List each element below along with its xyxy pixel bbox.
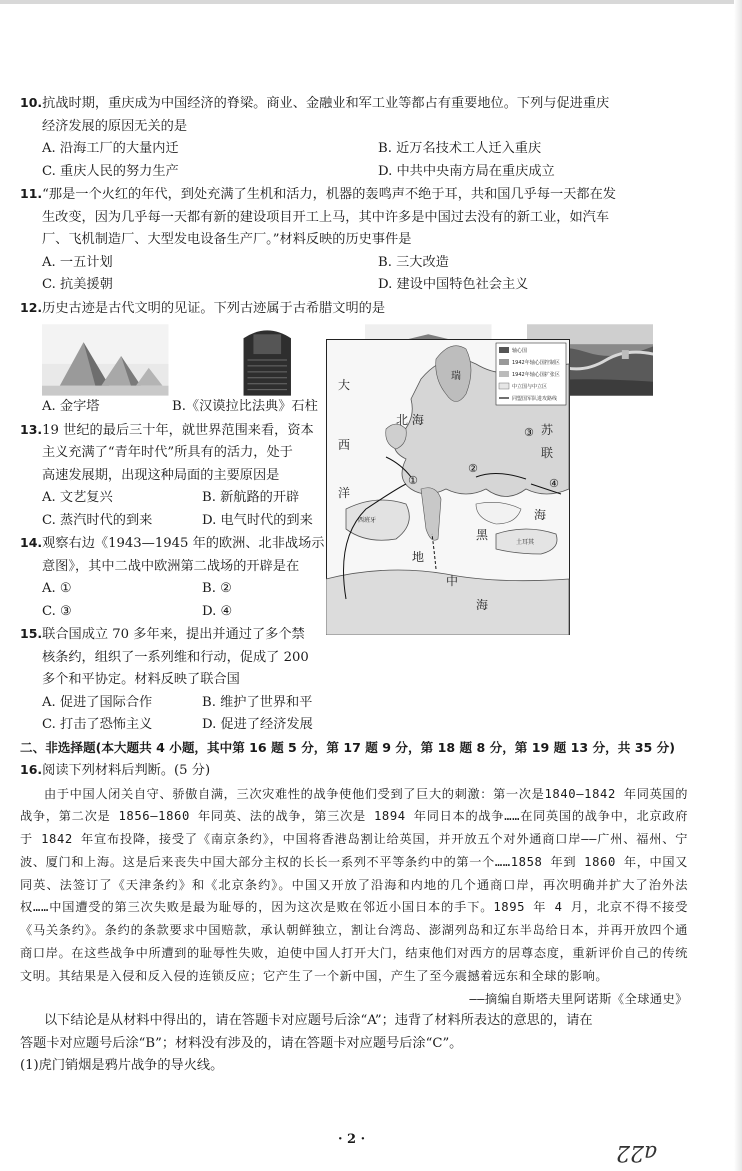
- left-column: [20, 419, 336, 737]
- marker-3: ③: [524, 426, 534, 439]
- marker-2: ②: [468, 462, 478, 475]
- option-b: B. ②: [202, 581, 232, 596]
- label-black-sea-2: 海: [534, 508, 547, 522]
- legend-axis-expansion: 1942年轴心国扩张区: [512, 372, 560, 378]
- question-number: 15.: [20, 626, 43, 641]
- pyramids-image: [42, 324, 169, 396]
- option-a: A. 沿海工厂的大量内迁: [42, 141, 179, 156]
- question-10: [20, 92, 688, 183]
- question-number: 16.: [20, 762, 43, 777]
- europe-africa-war-map: [326, 339, 570, 708]
- page-right-edge: [734, 0, 742, 1171]
- option-d: D. 建设中国特色社会主义: [378, 277, 529, 292]
- question-stem-cont: 主义充满了“青年时代”所具有的活力，处于: [42, 445, 293, 460]
- question-number: 14.: [20, 535, 43, 550]
- instruction-cont: 答题卡对应题号后涂“B”；材料没有涉及的，请在答题卡对应题号后涂“C”。: [20, 1035, 463, 1051]
- passage-paragraph: 由于中国人闭关自守、骄傲自满，三次灾难性的战争使他们受到了巨大的刺激：第一次是1840—1842 年同英国的战争，第二次是 1856—1860 年同英、法的战争，第三次是 1894 年同日本的战争……在同英国的战争中，北京政府于 1842 年宣布投降，接受了《南京条约》，中国将香港岛割让给英国，并开放五个对外通商口岸——广州、福州、宁波、厦门和上海。这是后来丧失中国大部分主权的长长一系列不平等条约中的第一个……1858 年到 1860 年，中国又同英、法签订了《天津条约》和《北京条约》。中国又开放了沿海和内地的几个通商口岸，再次明确并扩大了治外法权……中国遭受的第三次失败是最为耻辱的，因为这次是败在邻近小国日本的手下。1895 年 4 月，北京不得不接受《马关条约》。条约的条款要求中国赔款，承认朝鲜独立，割让台湾岛、澎湖列岛和辽东半岛给日本，并再开放四个通商口岸。在这些战争中所遭到的耻辱性失败，迫使中国人打开大门，结束他们对西方的居尊态度，重新评价自己的传统文明。其结果是入侵和反入侵的连锁反应；它产生了一个新中国，产生了至今震撼着远东和全球的影响。: [20, 786, 688, 983]
- handwritten-note: a22: [616, 1140, 658, 1165]
- question-stem-cont: 生改变，因为几乎每一天都有新的建设项目开工上马，其中许多是中国过去没有的新工业，如汽车: [42, 209, 610, 225]
- question-stem-cont: 意图》，其中二战中欧洲第二战场的开辟是在: [42, 558, 300, 574]
- question-number: 10.: [20, 95, 43, 110]
- legend-axis: 轴心国: [512, 348, 528, 354]
- question-stem: 19 世纪的最后三十年，就世界范围来看，资本: [42, 422, 314, 438]
- label-black-sea-1: 黑: [476, 528, 489, 542]
- question-stem-cont: 高速发展期，出现这种局面的主要原因是: [42, 467, 280, 483]
- question-stem: 观察右边《1943—1945 年的欧洲、北非战场示: [42, 536, 325, 551]
- section-heading: 二、非选择题(本大题共 4 小题，其中第 16 题 5 分，第 17 题 9 分，第 18 题 8 分，第 19 题 13 分，共 35 分): [20, 739, 675, 755]
- question-11: [20, 183, 688, 297]
- option-b: B. 新航路的开辟: [202, 490, 300, 505]
- option-a: A. 文艺复兴: [42, 490, 113, 505]
- option-c: C. 蒸汽时代的到来: [42, 512, 153, 528]
- question-stem: 联合国成立 70 多年来，提出并通过了多个禁: [42, 627, 305, 642]
- option-a: A. 促进了国际合作: [42, 694, 153, 710]
- legend-allied-route: 同盟国军队进攻路线: [512, 396, 558, 402]
- hammurabi-stele-image: [204, 324, 331, 396]
- sub-question-1: (1)虎门销烟是鸦片战争的导火线。: [20, 1058, 224, 1074]
- question-stem: 阅读下列材料后判断。(5 分): [42, 763, 211, 778]
- question-number: 11.: [20, 186, 43, 201]
- option-d: D. 中共中央南方局在重庆成立: [378, 163, 555, 179]
- question-stem-cont: 经济发展的原因无关的是: [42, 118, 188, 134]
- question-13: [20, 419, 336, 533]
- option-b: B. 三大改造: [378, 254, 449, 270]
- label-spain: 西班牙: [358, 517, 377, 524]
- page-number: · 2 ·: [338, 1132, 366, 1147]
- question-stem-cont: 厂、飞机制造厂、大型发电设备生产厂。”材料反映的历史事件是: [42, 232, 412, 247]
- question-15: [20, 623, 336, 737]
- label-soviet-2: 联: [541, 446, 554, 460]
- label-atlantic-2: 西: [338, 438, 351, 452]
- instruction: 以下结论是从材料中得出的，请在答题卡对应题号后涂“A”；违背了材料所表达的意思的，请在: [44, 1013, 593, 1029]
- reading-passage: [20, 783, 688, 988]
- option-c: C. 打击了恐怖主义: [42, 717, 153, 732]
- option-c: C. 抗美援朝: [42, 277, 113, 292]
- option-b: B. 近万名技术工人迁入重庆: [378, 141, 542, 156]
- label-med-1: 地: [412, 550, 425, 564]
- option-b: B.《汉谟拉比法典》石柱: [172, 399, 318, 414]
- question-number: 12.: [20, 299, 43, 315]
- label-atlantic-3: 洋: [338, 486, 351, 500]
- legend-axis-control: 1942年轴心国控制区: [512, 360, 560, 366]
- marker-1: ①: [408, 474, 418, 487]
- passage-source: ——摘编自斯塔夫里阿诺斯《全球通史》: [469, 991, 688, 1006]
- question-stem-cont: 核条约，组织了一系列维和行动，促成了 200: [42, 649, 309, 665]
- question-number: 13.: [20, 421, 43, 437]
- war-map-svg: [326, 339, 570, 635]
- label-atlantic-1: 大: [338, 378, 351, 392]
- option-d: D. 促进了经济发展: [202, 717, 313, 732]
- page-top-edge: [0, 0, 742, 4]
- label-turkey: 土耳其: [516, 539, 535, 546]
- option-c: C. ③: [42, 603, 72, 619]
- question-stem: 历史古迹是古代文明的见证。下列古迹属于古希腊文明的是: [42, 300, 386, 316]
- question-16: [20, 759, 688, 1078]
- label-north-sea: 北 海: [396, 413, 424, 427]
- label-soviet-1: 苏: [541, 423, 554, 437]
- marker-4: ④: [549, 477, 559, 490]
- option-a: A. ①: [42, 581, 72, 596]
- label-med-2: 中: [446, 574, 459, 588]
- question-stem: 抗战时期，重庆成为中国经济的脊梁。商业、金融业和军工业等都占有重要地位。下列与促进重庆: [42, 96, 610, 111]
- question-14: [20, 532, 336, 623]
- legend-neutral: 中立国与中立区: [512, 384, 548, 390]
- option-d: D. 电气时代的到来: [202, 512, 313, 528]
- option-b: B. 维护了世界和平: [202, 694, 313, 710]
- label-med-3: 海: [476, 598, 489, 612]
- label-sweden: 瑞: [451, 371, 461, 382]
- question-stem-cont: 多个和平协定。材料反映了联合国: [42, 672, 240, 687]
- question-stem: “那是一个火红的年代，到处充满了生机和活力，机器的轰鸣声不绝于耳，共和国几乎每一天都在发: [42, 187, 616, 202]
- option-d: D. ④: [202, 603, 233, 619]
- option-c: C. 重庆人民的努力生产: [42, 163, 179, 179]
- option-a: A. 一五计划: [42, 254, 113, 270]
- option-a: A. 金字塔: [42, 399, 100, 414]
